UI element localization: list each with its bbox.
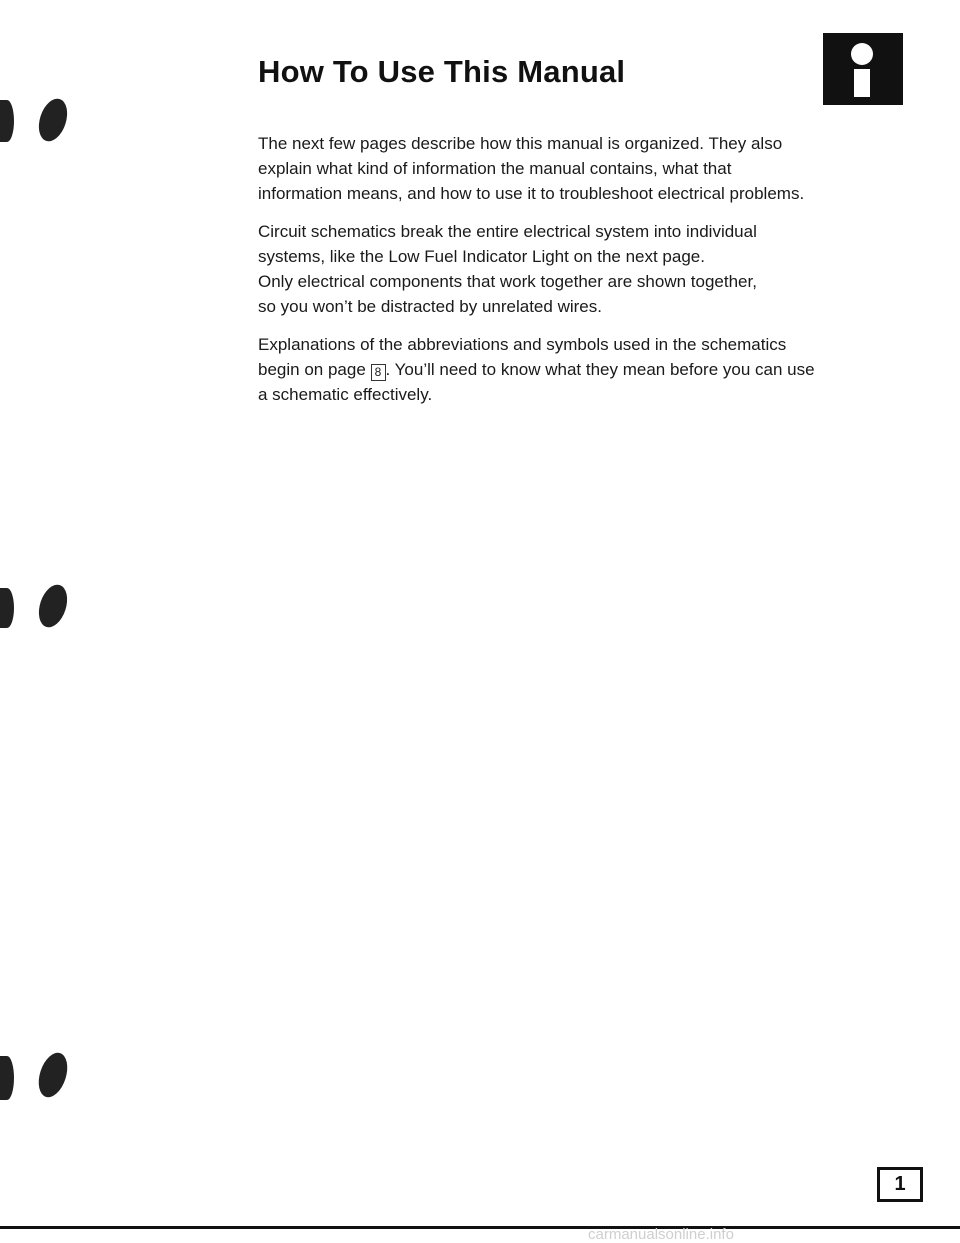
text-line: a schematic effectively. bbox=[258, 385, 433, 404]
body-text bbox=[258, 131, 858, 420]
bottom-rule bbox=[0, 1226, 960, 1229]
text-fragment: . You’ll need to know what they mean before you can use bbox=[385, 360, 815, 379]
paragraph-schematics bbox=[258, 219, 858, 319]
text-line: Circuit schematics break the entire electrical system into individual bbox=[258, 222, 757, 241]
binding-hole-top-dot bbox=[34, 95, 72, 145]
text-line bbox=[258, 357, 858, 382]
binding-hole-bottom-dot bbox=[34, 1049, 73, 1101]
text-fragment: begin on page bbox=[258, 360, 371, 379]
binding-hole-bottom bbox=[0, 1056, 14, 1100]
text-line: systems, like the Low Fuel Indicator Light on the next page. bbox=[258, 247, 705, 266]
binding-hole-middle-dot bbox=[34, 581, 72, 631]
binding-hole-middle bbox=[0, 588, 14, 628]
page-number: 1 bbox=[877, 1167, 923, 1202]
binding-hole-top bbox=[0, 100, 14, 142]
info-icon bbox=[823, 33, 903, 105]
paragraph-abbreviations bbox=[258, 332, 858, 407]
page-reference-link[interactable]: 8 bbox=[371, 364, 386, 381]
text-line: Explanations of the abbreviations and symbols used in the schematics bbox=[258, 335, 787, 354]
info-icon-stem bbox=[854, 69, 870, 97]
page-title: How To Use This Manual bbox=[258, 54, 626, 89]
text-line: so you won’t be distracted by unrelated wires. bbox=[258, 297, 602, 316]
info-icon-dot bbox=[851, 43, 873, 65]
watermark-url: carmanualsonline.info bbox=[588, 1226, 734, 1243]
text-line: information means, and how to use it to troubleshoot electrical problems. bbox=[258, 184, 805, 203]
text-line: explain what kind of information the manual contains, what that bbox=[258, 159, 732, 178]
text-line: The next few pages describe how this manual is organized. They also bbox=[258, 134, 783, 153]
text-line: Only electrical components that work together are shown together, bbox=[258, 272, 757, 291]
paragraph-intro bbox=[258, 131, 858, 206]
